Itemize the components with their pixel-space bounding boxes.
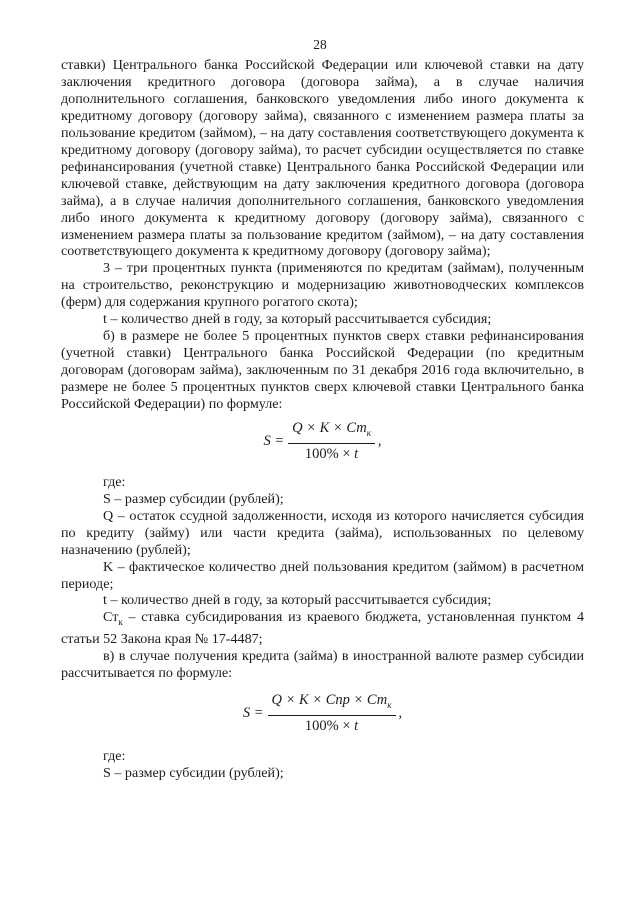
formula-2-numerator: Q × K × Cnp × $Ст_к$ — [268, 692, 396, 716]
formula-1-denominator: 100% × t — [304, 445, 359, 462]
formula-2-comma: , — [398, 704, 403, 721]
paragraph-v: в) в случае получения кредита (займа) в иностранной валюте размер субсидии рассчитывается по формуле: — [61, 648, 584, 682]
paragraph-s-definition-1: S – размер субсидии (рублей); — [103, 490, 284, 507]
paragraph-continuation: ставки) Центрального банка Российской Федерации или ключевой ставки на дату заключения кредитного договора (договора займа), а в случае наличия дополнительного соглашения, банковского уведомления либо иного документа к кредитному договору (договору займа), связанного с изменением размера платы за пользование кредитом (займом), – на дату составления соответствующего документа к кредитному договору (договору займа), то расчет субсидии осуществляется по ставке рефинансирования (учетной ставке) Центрального банка Российской Федерации или ключевой ставке, действующим на дату заключения кредитного договора (договора займа), а в случае наличия дополнительного соглашения, банковского уведомления либо иного документа к кредитному договору (договору займа), связанного с изменением размера платы за пользование кредитом (займом), – на дату составления соответствующего документа к кредитному договору (договору займа); — [61, 57, 584, 260]
paragraph-k-definition: K – фактическое количество дней пользования кредитом (займом) в расчетном периоде; — [61, 558, 584, 592]
formula-1-lhs: S = — [263, 432, 285, 449]
formula-1-comma: , — [377, 432, 382, 449]
paragraph-where-2: где: — [103, 747, 126, 764]
paragraph-s-definition-2: S – размер субсидии (рублей); — [103, 764, 284, 781]
paragraph-t-definition-2: t – количество дней в году, за который рассчитывается субсидия; — [103, 592, 492, 609]
paragraph-where-1: где: — [103, 473, 126, 490]
formula-2-fraction — [268, 692, 396, 735]
formula-subsidy-2 — [61, 692, 584, 735]
formula-1-numerator: $Q \times K \times Ст_к$ — [288, 420, 375, 444]
formula-subsidy-1 — [61, 420, 584, 463]
paragraph-b: б) в размере не более 5 процентных пунктов сверх ставки рефинансирования (учетной ставки) Центрального банка Российской Федерации (по кредитным договорам (договорам займа), заключенным по 31 декабря 2016 года включительно, в размере не более 5 процентных пунктов сверх ключевой ставки Центрального банка Российской Федерации) по формуле: — [61, 328, 584, 413]
formula-2-denominator: 100% × t — [304, 717, 359, 734]
formula-1-fraction — [288, 420, 375, 463]
paragraph-stk-definition: $Ст_к$ – ставка субсидирования из краевого бюджета, установленная пунктом 4 статьи 52 Закона края № 17-4487; — [61, 609, 584, 648]
document-body — [61, 57, 584, 782]
formula-2-lhs: S = — [242, 704, 264, 721]
page-number: 28 — [313, 37, 327, 52]
paragraph-three-points: 3 – три процентных пункта (применяются по кредитам (займам), полученным на строительство, реконструкцию и модернизацию животноводческих комплексов (ферм) для содержания крупного рогатого скота); — [61, 260, 584, 311]
paragraph-q-definition: Q – остаток ссудной задолженности, исходя из которого начисляется субсидия по кредиту (займу) или части кредита (займа), использованных по целевому назначению (рублей); — [61, 507, 584, 558]
paragraph-t-definition: t – количество дней в году, за который рассчитывается субсидия; — [103, 311, 492, 328]
